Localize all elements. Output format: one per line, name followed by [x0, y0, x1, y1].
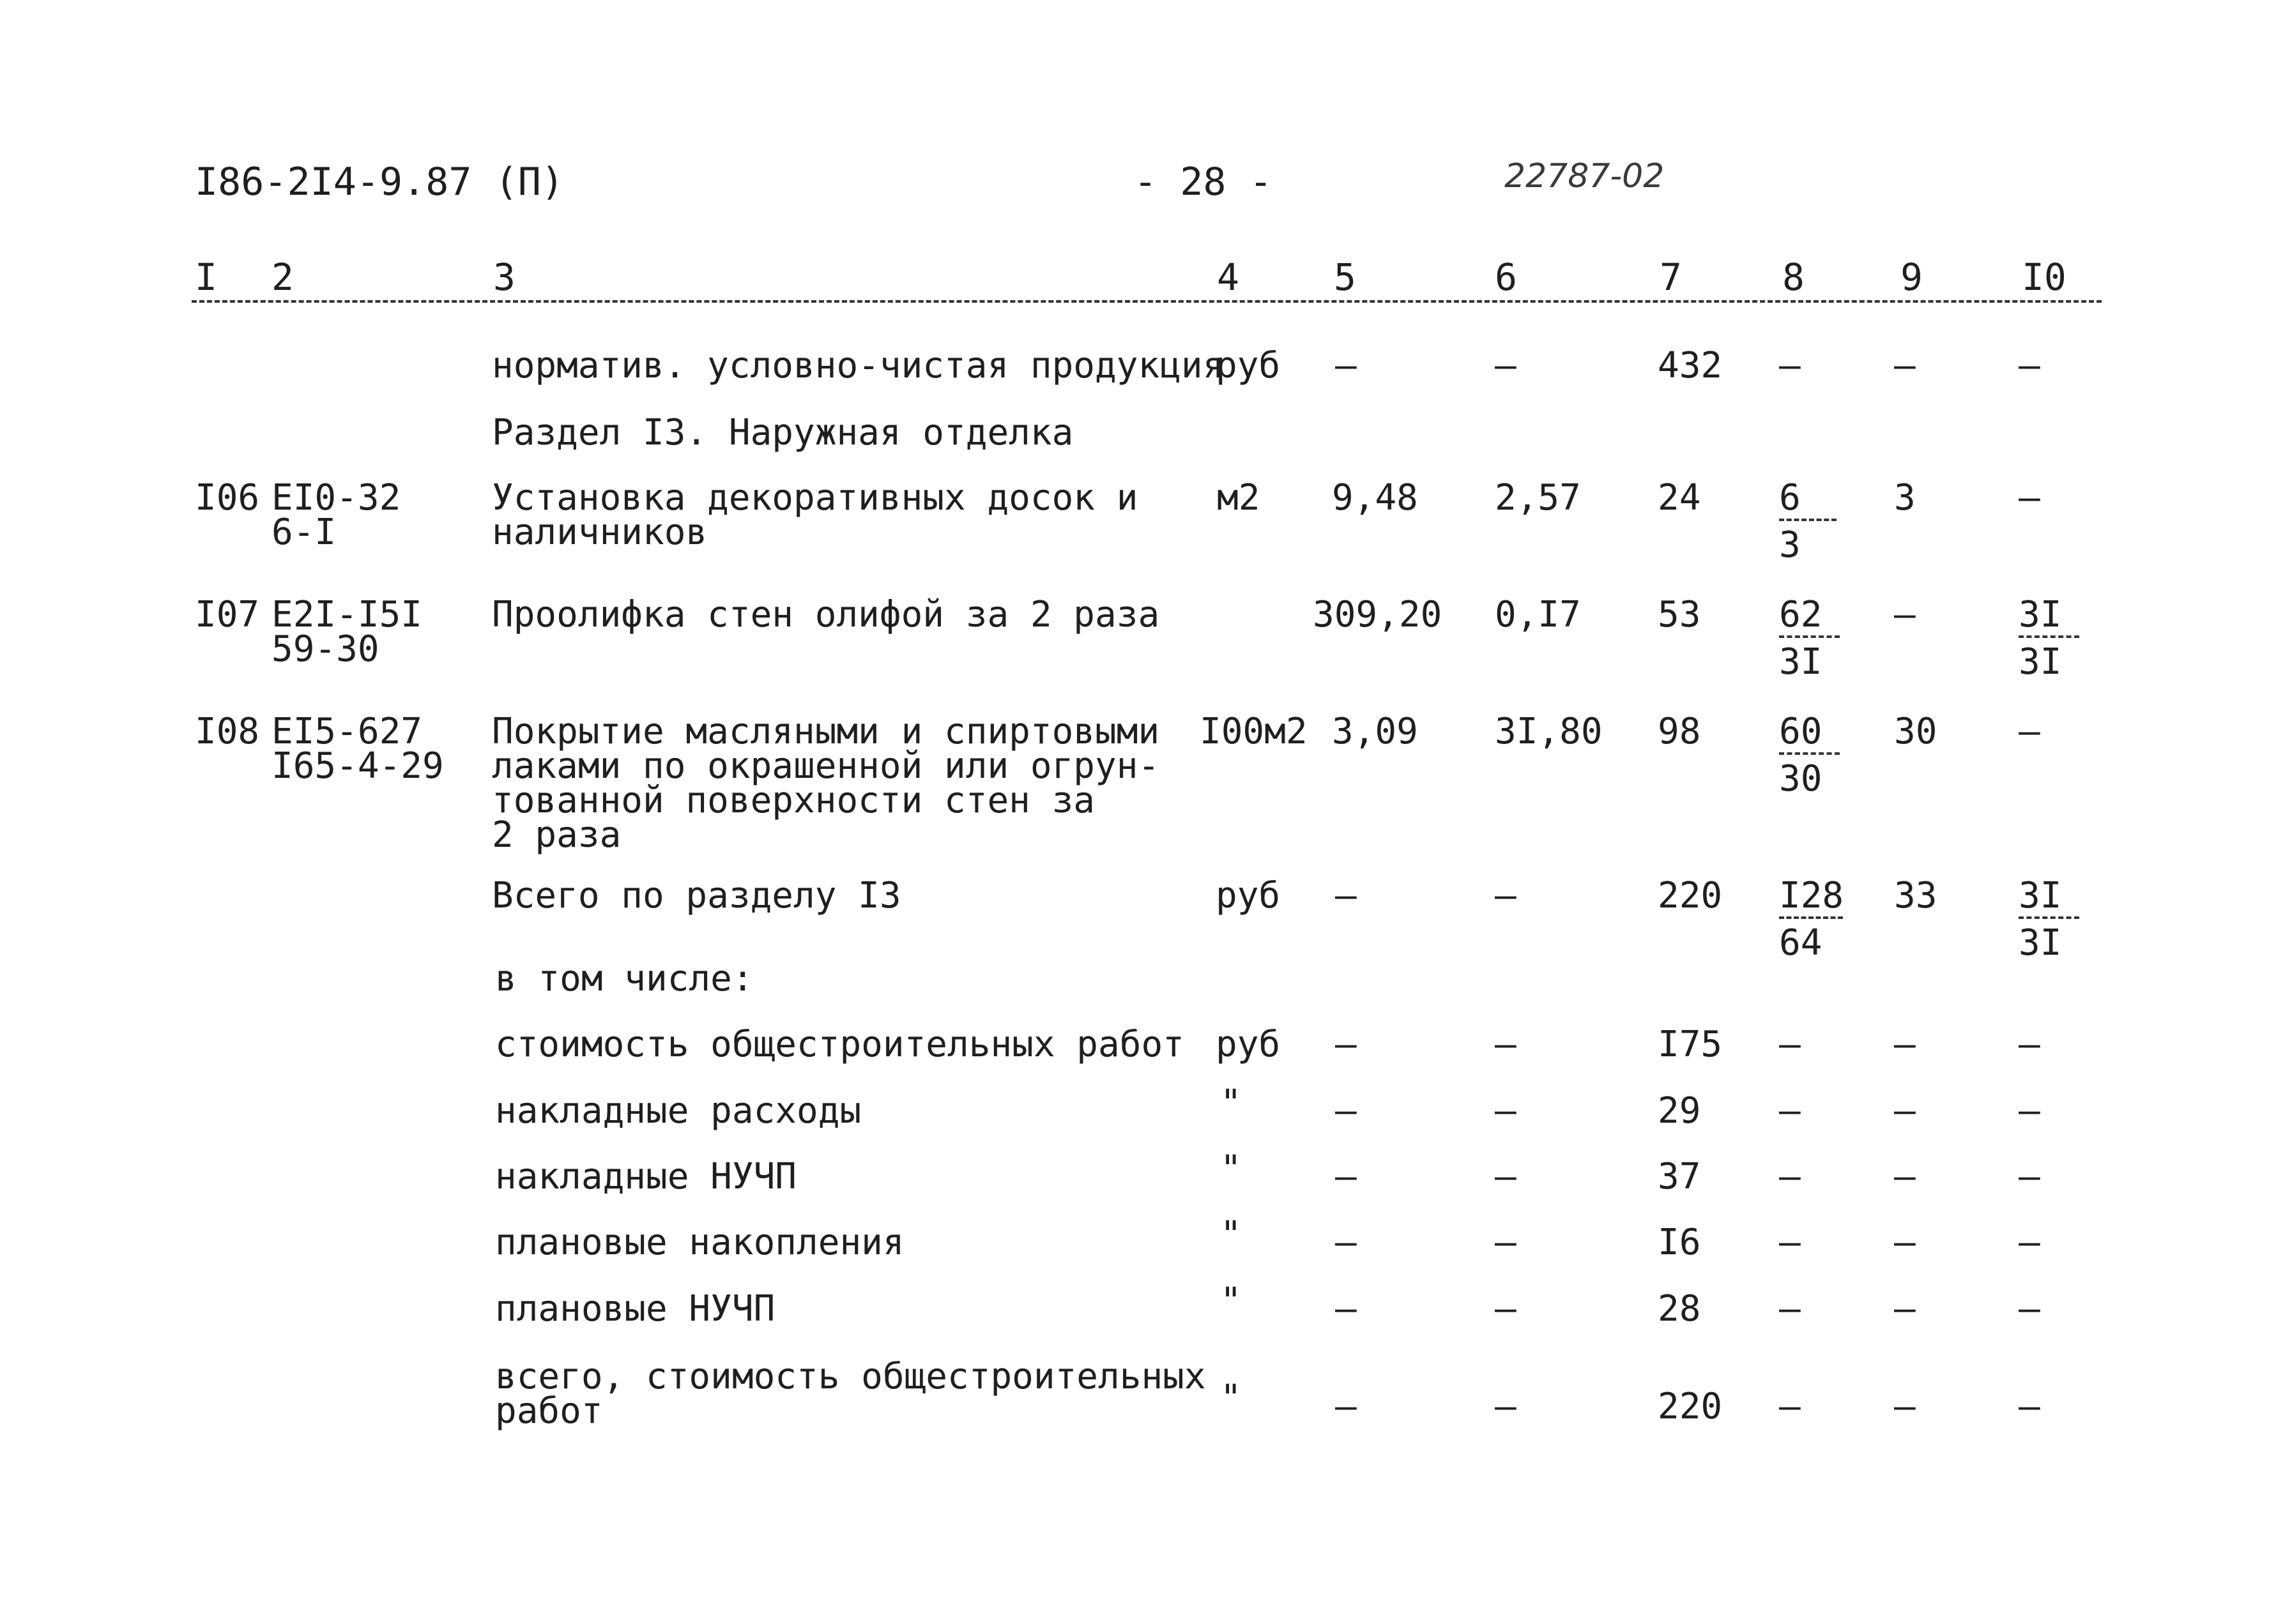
row-name: Проолифка стен олифой за 2 раза — [492, 594, 1160, 635]
section-title: Раздел I3. Наружная отделка — [492, 412, 1074, 453]
row-name: Покрытие масляными и спиртовыми — [492, 711, 1160, 752]
fraction-numerator: 3I — [2019, 597, 2079, 638]
row-name: плановые НУЧП — [495, 1288, 775, 1330]
cell-col-9: – — [1894, 1024, 1916, 1065]
cell-col-8: – — [1779, 1156, 1801, 1197]
row-number: I06 — [195, 477, 260, 519]
cell-col-7: 220 — [1658, 1386, 1723, 1427]
row-name: норматив. условно-чистая продукция — [492, 345, 1225, 386]
cell-col-7: 28 — [1658, 1288, 1701, 1330]
column-number-7: 7 — [1660, 255, 1682, 299]
cell-col-10: – — [2019, 1156, 2040, 1197]
fraction-col-10 — [2019, 594, 2079, 683]
fraction-col-8 — [1779, 875, 1844, 964]
row-number: I07 — [195, 594, 260, 635]
row-unit: руб — [1216, 1024, 1281, 1065]
fraction-numerator: 62 — [1779, 597, 1840, 638]
cell-col-7: 432 — [1658, 345, 1723, 386]
cell-col-10: – — [2019, 1090, 2040, 1132]
cell-col-5: – — [1335, 1090, 1357, 1132]
cell-col-5: 9,48 — [1332, 477, 1418, 519]
cell-col-9: – — [1894, 1222, 1916, 1263]
fraction-denominator: 64 — [1779, 922, 1822, 964]
ditto-mark: " — [1220, 1148, 1242, 1190]
fraction-denominator: 3I — [2019, 641, 2062, 683]
column-number-6: 6 — [1495, 255, 1517, 299]
row-number: I08 — [195, 711, 260, 752]
ditto-mark: " — [1220, 1214, 1242, 1256]
cell-col-9: – — [1894, 1288, 1916, 1330]
norm-code: E2I-I5I — [271, 594, 423, 635]
cell-col-5: 3,09 — [1332, 711, 1418, 752]
column-number-1: I — [195, 255, 217, 299]
row-unit: I00м2 — [1200, 711, 1308, 752]
fraction-col-8 — [1779, 477, 1837, 566]
cell-col-9: 3 — [1894, 477, 1916, 519]
fraction-col-10 — [2019, 875, 2079, 964]
row-name: накладные НУЧП — [495, 1156, 797, 1197]
cell-col-6: 2,57 — [1495, 477, 1581, 519]
column-number-2: 2 — [271, 255, 294, 299]
cell-col-5: – — [1335, 1156, 1357, 1197]
cell-col-10: – — [2019, 711, 2040, 752]
norm-code-line2: 6-I — [271, 512, 337, 553]
cell-col-7: 98 — [1658, 711, 1701, 752]
cell-col-6: 0,I7 — [1495, 594, 1581, 635]
header-dashed-rule — [192, 300, 2102, 303]
cell-col-5: – — [1335, 1288, 1357, 1330]
cell-col-5: – — [1335, 1024, 1357, 1065]
cell-col-5: – — [1335, 345, 1357, 386]
cell-col-8: – — [1779, 1222, 1801, 1263]
cell-col-8: – — [1779, 1386, 1801, 1427]
row-name: стоимость общестроительных работ — [495, 1024, 1184, 1065]
cell-col-10: – — [2019, 1288, 2040, 1330]
cell-col-7: 24 — [1658, 477, 1701, 519]
including-label: в том числе: — [495, 958, 754, 999]
fraction-denominator: 30 — [1779, 758, 1822, 800]
cell-col-9: 33 — [1894, 875, 1937, 916]
row-unit: руб — [1216, 875, 1281, 916]
row-unit: м2 — [1217, 477, 1260, 519]
fraction-denominator: 3 — [1779, 524, 1801, 566]
cell-col-7: 37 — [1658, 1156, 1701, 1197]
row-name-line2: лаками по окрашенной или огрун- — [492, 745, 1160, 787]
row-name-line2: наличников — [492, 512, 708, 553]
cell-col-10: – — [2019, 1222, 2040, 1263]
cell-col-6: 3I,80 — [1495, 711, 1603, 752]
cell-col-5: – — [1335, 1386, 1357, 1427]
ditto-mark: " — [1220, 1082, 1242, 1124]
row-name: накладные расходы — [495, 1090, 862, 1132]
cell-col-9: – — [1894, 1156, 1916, 1197]
handwritten-stamp-number: 22787-02 — [1504, 157, 1665, 195]
row-name-line4: 2 раза — [492, 814, 622, 856]
cell-col-9: – — [1894, 1386, 1916, 1427]
cell-col-7: I75 — [1658, 1024, 1723, 1065]
cell-col-6: – — [1495, 875, 1517, 916]
row-name: плановые накопления — [495, 1222, 905, 1263]
cell-col-10: – — [2019, 1024, 2040, 1065]
column-number-4: 4 — [1217, 255, 1239, 299]
cell-col-8: – — [1779, 1288, 1801, 1330]
cell-col-7: I6 — [1658, 1222, 1701, 1263]
cell-col-5: – — [1335, 875, 1357, 916]
cell-col-9: – — [1894, 345, 1916, 386]
cell-col-6: – — [1495, 1222, 1517, 1263]
cell-col-6: – — [1495, 1024, 1517, 1065]
column-number-10: I0 — [2022, 255, 2067, 299]
column-number-8: 8 — [1782, 255, 1805, 299]
cell-col-7: 220 — [1658, 875, 1723, 916]
row-name-line3: тованной поверхности стен за — [492, 780, 1096, 821]
column-number-3: 3 — [493, 255, 516, 299]
norm-code-line2: I65-4-29 — [271, 745, 444, 787]
row-name: всего, стоимость общестроительных — [495, 1356, 1206, 1397]
cell-col-6: – — [1495, 1288, 1517, 1330]
page-number: - 28 - — [1134, 160, 1272, 204]
ditto-mark: " — [1220, 1377, 1242, 1419]
cell-col-9: – — [1894, 1090, 1916, 1132]
fraction-numerator: 3I — [2019, 878, 2079, 919]
fraction-denominator: 3I — [1779, 641, 1822, 683]
cell-col-10: – — [2019, 477, 2040, 519]
cell-col-6: – — [1495, 345, 1517, 386]
cell-col-5: 309,20 — [1313, 594, 1442, 635]
row-name: Установка декоративных досок и — [492, 477, 1138, 519]
cell-col-8: – — [1779, 1090, 1801, 1132]
cell-col-9: 30 — [1894, 711, 1937, 752]
column-number-9: 9 — [1900, 255, 1923, 299]
cell-col-7: 29 — [1658, 1090, 1701, 1132]
cell-col-6: – — [1495, 1156, 1517, 1197]
fraction-numerator: 6 — [1779, 480, 1837, 521]
row-name: Всего по разделу I3 — [492, 875, 901, 916]
row-name-line2: работ — [495, 1390, 603, 1432]
cell-col-7: 53 — [1658, 594, 1701, 635]
row-unit: руб — [1216, 345, 1281, 386]
norm-code: EI5-627 — [271, 711, 423, 752]
cell-col-9: – — [1894, 594, 1916, 635]
fraction-numerator: 60 — [1779, 714, 1840, 755]
cell-col-6: – — [1495, 1090, 1517, 1132]
cell-col-10: – — [2019, 345, 2040, 386]
fraction-denominator: 3I — [2019, 922, 2062, 964]
norm-code: EI0-32 — [271, 477, 401, 519]
fraction-col-8 — [1779, 711, 1840, 800]
fraction-numerator: I28 — [1779, 878, 1843, 919]
cell-col-10: – — [2019, 1386, 2040, 1427]
cell-col-8: – — [1779, 1024, 1801, 1065]
cell-col-6: – — [1495, 1386, 1517, 1427]
cell-col-8: – — [1779, 345, 1801, 386]
document-code: I86-2I4-9.87 (П) — [195, 160, 564, 204]
norm-code-line2: 59-30 — [271, 628, 379, 670]
column-number-5: 5 — [1334, 255, 1356, 299]
fraction-col-8 — [1779, 594, 1840, 683]
ditto-mark: " — [1220, 1280, 1242, 1322]
cell-col-5: – — [1335, 1222, 1357, 1263]
